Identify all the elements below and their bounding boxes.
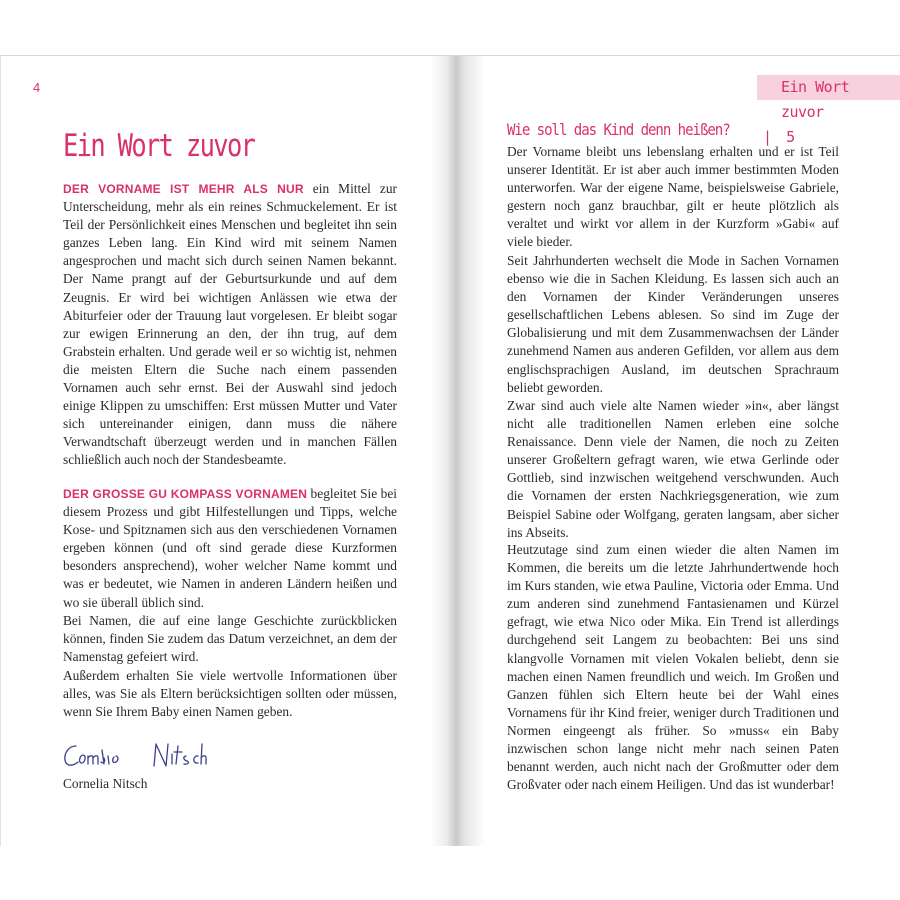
author-name: Cornelia Nitsch — [63, 776, 148, 791]
paragraph-lead-in: DER VORNAME IST MEHR ALS NUR — [63, 182, 304, 196]
handwritten-signature — [62, 740, 212, 774]
running-header-separator: | — [763, 128, 772, 146]
chapter-title: Ein Wort zuvor — [63, 128, 255, 164]
right-page-number: 5 — [786, 128, 795, 146]
left-paragraph-2 — [63, 485, 397, 612]
left-paragraph-1 — [63, 180, 397, 470]
paragraph-lead-in: DER GROSSE GU KOMPASS VORNAMEN — [63, 487, 308, 501]
left-page-number: 4 — [33, 80, 41, 95]
book-gutter — [430, 56, 485, 846]
paragraph-text: begleitet Sie bei diesem Prozess und gibt Hilfestellungen und Tipps, welche Kose- und Spitznamen sich aus den verschiedenen Vornamen ergeben können (und oft sind gerade diese Kurzformen besonders ansprechend), woher welcher Name kommt und was er bedeutet, wie Namen in anderen Ländern heißen und wo sie überall üblich sind. — [63, 486, 397, 610]
left-paragraph-4: Außerdem erhalten Sie viele wertvolle Informationen über alles, was Sie als Eltern berücksichtigen sollten oder müssen, wenn Sie Ihrem Baby einen Namen geben. — [63, 668, 397, 720]
running-header-title: Ein Wort zuvor — [781, 78, 850, 121]
right-paragraph-4: Heutzutage sind zum einen wieder die alten Namen im Kommen, die bereits um die letzte Jahrhundertwende hoch im Kurs standen, wie etwa Pauline, Victoria oder Emma. Und zum anderen sind zunehmend Fantasienamen und Kürzel gefragt, wie etwa Nico oder Mika. Ein Trend ist allerdings durchgehend seit Langem zu beobachten: Bei uns sind klangvolle Vornamen mit vielen Vokalen beliebt, denn sie machen einen Namen freundlich und weich. Im Großen und Ganzen fühlen sich Eltern heute bei der Wahl eines Vornamens für ihr Kind freier, weniger durch Traditionen und Normen eingeengt als früher. So »muss« ein Baby inzwischen schon lange nicht mehr nach seinen Paten benannt werden, auch nicht nach der Großmutter oder dem Großvater oder nach einem Heiligen. Und das ist wunderbar! — [507, 542, 839, 793]
right-paragraph-2: Seit Jahrhunderten wechselt die Mode in Sachen Vornamen ebenso wie die in Sachen Kleidung. Es lassen sich auch an den Vornamen der Kinder Veränderungen unseres gesellschaftlichen Lebens ablesen. So sind im Zuge der Globalisierung und mit dem Zusammenwachsen der Länder zunehmend Namen aus anderen Gefilden, vor allem aus dem englischsprachigen Ausland, im deutschen Sprachraum beliebt geworden. — [507, 253, 839, 395]
right-paragraph-3: Zwar sind auch viele alte Namen wieder »in«, aber längst nicht alle traditionellen Namen erleben eine solche Renaissance. Denn viele der Namen, die noch zu Zeiten unserer Großeltern gefragt waren, wie etwa Gerlinde oder Gottlieb, sind inzwischen weitgehend verschwunden. Auch die Vornamen der ersten Nachkriegsgeneration, wie zum Beispiel Sabine oder Wolfgang, geraten langsam, aber sicher ins Abseits. — [507, 398, 839, 540]
right-paragraph-1: Der Vorname bleibt uns lebenslang erhalten und er ist Teil unserer Identität. Er ist aber auch immer bestimmten Moden unterworfen. War der eigene Name, beispielsweise Gabriele, gestern noch ganz brauchbar, gilt er heute plötzlich als veraltet und wirkt vor allem in der Kurzform »Gabi« auf viele bieder. — [507, 144, 839, 250]
paragraph-text: ein Mittel zur Unterscheidung, mehr als ein reines Schmuckelement. Er ist Teil der Persönlichkeit eines Menschen und begleitet ihn sein ganzes Leben lang. Ein Kind wird mit seinem Namen angesprochen und macht sich durch seinen Namen bekannt. Der Name prangt auf der Geburtsurkunde und auf dem Zeugnis. Er wird bei wichtigen Anlässen wie etwa der Abiturfeier oder der Trauung laut vorgelesen. Er bleibt sogar zur ewigen Erinnerung an den, der ihn trug, auf dem Grabstein erhalten. Und gerade weil er so wichtig ist, nehmen die meisten Eltern die Suche nach einem passenden Vornamen auch sehr ernst. Bei der Auswahl sind jedoch einige Klippen zu umschiffen: Erst müssen Mutter und Vater sich untereinander einigen, dann muss die nähere Verwandtschaft überzeugt werden und in manchen Fällen schließlich auch noch der Standesbeamte. — [63, 181, 398, 468]
running-header — [757, 75, 900, 146]
left-paragraph-3: Bei Namen, die auf eine lange Geschichte zurückblicken können, finden Sie zudem das Datum verzeichnet, an dem der Namenstag gefeiert wird. — [63, 613, 397, 665]
section-subheading: Wie soll das Kind denn heißen? — [507, 120, 730, 139]
